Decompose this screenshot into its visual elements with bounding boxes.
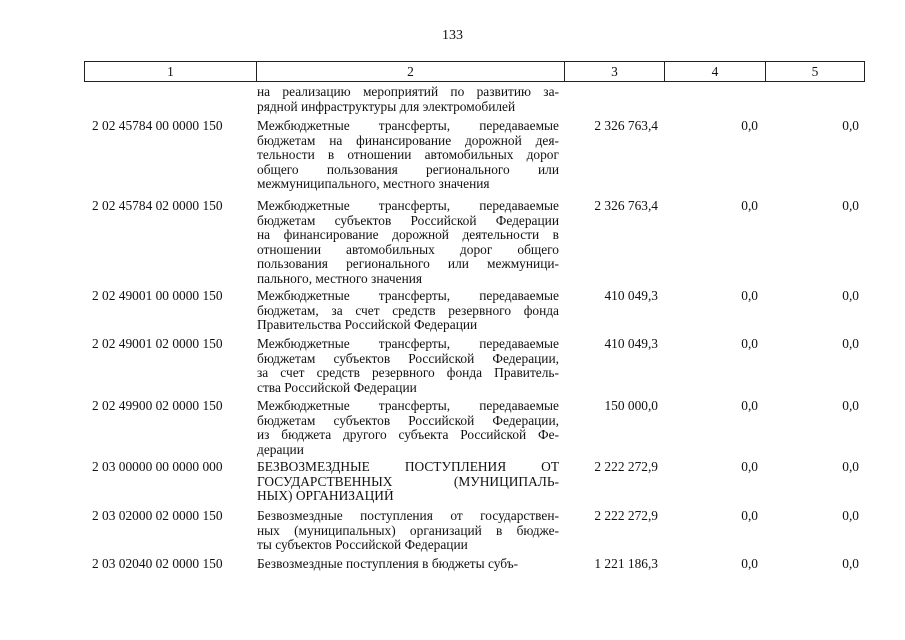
budget-code: 2 03 00000 00 0000 000 bbox=[92, 459, 223, 474]
desc-line: Безвозмездные поступления от государствен- bbox=[257, 509, 559, 523]
row-description bbox=[257, 85, 559, 114]
budget-code: 2 02 49001 02 0000 150 bbox=[92, 336, 223, 351]
amount-col-5: 0,0 bbox=[842, 459, 859, 474]
desc-line: бюджетам на финансирование дорожной дея- bbox=[257, 133, 559, 148]
desc-line: пального, местного значения bbox=[257, 271, 423, 286]
page-number: 133 bbox=[442, 28, 463, 43]
header-col-1: 1 bbox=[84, 62, 256, 81]
desc-line: Межбюджетные трансферты, передаваемые bbox=[257, 199, 559, 213]
row-description bbox=[257, 509, 559, 553]
amount-col-3: 1 221 186,3 bbox=[594, 556, 658, 571]
desc-line: ты субъектов Российской Федерации bbox=[257, 538, 468, 553]
header-col-5: 5 bbox=[765, 62, 865, 81]
amount-col-5: 0,0 bbox=[842, 118, 859, 133]
desc-line: пользования регионального или межмуници- bbox=[257, 257, 559, 272]
amount-col-4: 0,0 bbox=[741, 336, 758, 351]
amount-col-5: 0,0 bbox=[842, 288, 859, 303]
table-header bbox=[84, 61, 865, 82]
row-description bbox=[257, 557, 559, 572]
header-col-4: 4 bbox=[664, 62, 765, 81]
row-description bbox=[257, 460, 559, 504]
amount-col-4: 0,0 bbox=[741, 198, 758, 213]
amount-col-3: 2 326 763,4 bbox=[594, 118, 658, 133]
amount-col-5: 0,0 bbox=[842, 198, 859, 213]
desc-line: на финансирование дорожной деятельности в bbox=[257, 228, 559, 243]
budget-code: 2 02 49900 02 0000 150 bbox=[92, 398, 223, 413]
desc-line: тельности в отношении автомобильных дорог bbox=[257, 148, 559, 163]
desc-line: Правительства Российской Федерации bbox=[257, 318, 478, 333]
desc-line: Межбюджетные трансферты, передаваемые bbox=[257, 289, 559, 303]
budget-code: 2 02 45784 00 0000 150 bbox=[92, 118, 223, 133]
amount-col-5: 0,0 bbox=[842, 336, 859, 351]
budget-code: 2 03 02040 02 0000 150 bbox=[92, 556, 223, 571]
desc-line: бюджетам, за счет средств резервного фонда bbox=[257, 303, 559, 318]
header-col-2: 2 bbox=[256, 62, 564, 81]
desc-line: дерации bbox=[257, 442, 304, 457]
budget-code: 2 02 49001 00 0000 150 bbox=[92, 288, 223, 303]
amount-col-4: 0,0 bbox=[741, 398, 758, 413]
desc-line: за счет средств резервного фонда Правитель- bbox=[257, 366, 559, 381]
row-description bbox=[257, 399, 559, 457]
desc-line: межмуниципального, местного значения bbox=[257, 177, 490, 192]
row-description bbox=[257, 337, 559, 395]
desc-line: ГОСУДАРСТВЕННЫХ (МУНИЦИПАЛЬ- bbox=[257, 474, 559, 489]
amount-col-5: 0,0 bbox=[842, 508, 859, 523]
amount-col-3: 2 222 272,9 bbox=[594, 508, 658, 523]
row-description bbox=[257, 199, 559, 287]
desc-line: НЫХ) ОРГАНИЗАЦИЙ bbox=[257, 489, 394, 504]
desc-line: рядной инфраструктуры для электромобилей bbox=[257, 99, 516, 114]
budget-code: 2 02 45784 02 0000 150 bbox=[92, 198, 223, 213]
amount-col-4: 0,0 bbox=[741, 288, 758, 303]
amount-col-3: 150 000,0 bbox=[604, 398, 658, 413]
desc-line: Межбюджетные трансферты, передаваемые bbox=[257, 399, 559, 413]
desc-line: из бюджета другого субъекта Российской Фе- bbox=[257, 428, 559, 443]
amount-col-3: 410 049,3 bbox=[604, 288, 658, 303]
header-col-3: 3 bbox=[564, 62, 664, 81]
amount-col-3: 2 222 272,9 bbox=[594, 459, 658, 474]
desc-line: общего пользования регионального или bbox=[257, 162, 559, 177]
desc-line: бюджетам субъектов Российской Федерации bbox=[257, 213, 559, 228]
row-description bbox=[257, 119, 559, 192]
desc-line: Межбюджетные трансферты, передаваемые bbox=[257, 119, 559, 133]
amount-col-3: 410 049,3 bbox=[604, 336, 658, 351]
desc-line: Безвозмездные поступления в бюджеты субъ- bbox=[257, 557, 519, 571]
desc-line: БЕЗВОЗМЕЗДНЫЕ ПОСТУПЛЕНИЯ ОТ bbox=[257, 460, 559, 474]
desc-line: ных (муниципальных) организаций в бюдже- bbox=[257, 523, 559, 538]
budget-code: 2 03 02000 02 0000 150 bbox=[92, 508, 223, 523]
amount-col-5: 0,0 bbox=[842, 398, 859, 413]
amount-col-3: 2 326 763,4 bbox=[594, 198, 658, 213]
amount-col-5: 0,0 bbox=[842, 556, 859, 571]
desc-line: бюджетам субъектов Российской Федерации, bbox=[257, 351, 559, 366]
desc-line: Межбюджетные трансферты, передаваемые bbox=[257, 337, 559, 351]
desc-line: отношении автомобильных дорог общего bbox=[257, 242, 559, 257]
desc-line: бюджетам субъектов Российской Федерации, bbox=[257, 413, 559, 428]
amount-col-4: 0,0 bbox=[741, 459, 758, 474]
amount-col-4: 0,0 bbox=[741, 508, 758, 523]
amount-col-4: 0,0 bbox=[741, 556, 758, 571]
row-description bbox=[257, 289, 559, 333]
desc-line: ства Российской Федерации bbox=[257, 380, 417, 395]
desc-line: на реализацию мероприятий по развитию за- bbox=[257, 85, 559, 99]
amount-col-4: 0,0 bbox=[741, 118, 758, 133]
